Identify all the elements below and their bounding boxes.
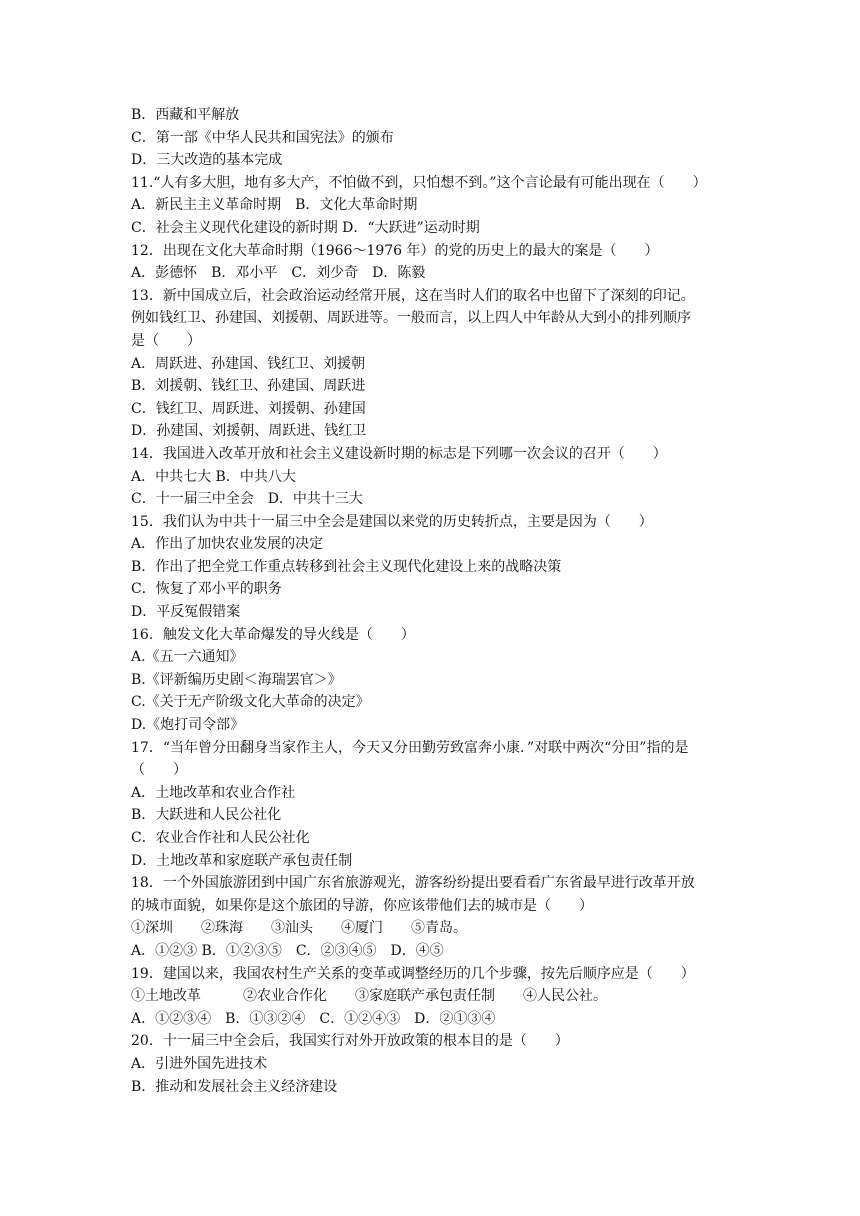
- text-line: A．新民主主义革命时期 B．文化大革命时期: [131, 197, 418, 214]
- text-line: B．作出了把全党工作重点转移到社会主义现代化建设上来的战略决策: [131, 558, 562, 575]
- question-14-stem: 14．我国进入改革开放和社会主义建设新时期的标志是下列哪一次会议的召开（ ）: [131, 445, 667, 462]
- text-line: 例如钱红卫、孙建国、刘援朝、周跃进等。一般而言，以上四人中年龄从大到小的排列顺序: [131, 310, 691, 327]
- question-12-stem: 12．出现在文化大革命时期（1966～1976 年）的党的历史上的最大的案是（ ）: [131, 242, 659, 259]
- text-line: C．第一部《中华人民共和国宪法》的颁布: [131, 129, 394, 146]
- text-line: A．①②③④ B．①③②④ C．①②④③ D．②①③④: [131, 1010, 496, 1027]
- text-line: C．社会主义现代化建设的新时期 D．“大跃进”运动时期: [131, 219, 480, 236]
- text-line: C．十一届三中全会 D．中共十三大: [131, 491, 363, 508]
- question-13-stem: 13．新中国成立后，社会政治运动经常开展，这在当时人们的取名中也留下了深刻的印记。: [131, 287, 695, 304]
- question-17-stem: 17．“当年曾分田翻身当家作主人，今天又分田勤劳致富奔小康．”对联中两次“分田”指的是: [131, 739, 689, 756]
- text-line: B．大跃进和人民公社化: [131, 807, 282, 824]
- question-15-stem: 15．我们认为中共十一届三中全会是建国以来党的历史转折点，主要是因为（ ）: [131, 513, 653, 530]
- text-line: （ ）: [131, 762, 187, 779]
- text-line: B．刘援朝、钱红卫、孙建国、周跃进: [131, 378, 366, 395]
- question-18-stem: 18．一个外国旅游团到中国广东省旅游观光，游客纷纷提出要看看广东省最早进行改革开放: [131, 875, 695, 892]
- question-20-stem: 20．十一届三中全会后，我国实行对外开放政策的根本目的是（ ）: [131, 1033, 569, 1050]
- text-line: A．作出了加快农业发展的决定: [131, 536, 324, 553]
- document-page: [131, 104, 751, 1098]
- question-19-stem: 19．建国以来，我国农村生产关系的变革或调整经历的几个步骤，按先后顺序应是（ ）: [131, 965, 695, 982]
- question-16-stem: 16．触发文化大革命爆发的导火线是（ ）: [131, 626, 415, 643]
- text-line: A．周跃进、孙建国、钱红卫、刘援朝: [131, 355, 366, 372]
- text-line: D．土地改革和家庭联产承包责任制: [131, 852, 353, 869]
- text-line: ①土地改革 ②农业合作化 ③家庭联产承包责任制 ④人民公社。: [131, 988, 607, 1005]
- text-line: C．恢复了邓小平的职务: [131, 581, 282, 598]
- text-line: D．三大改造的基本完成: [131, 152, 283, 169]
- text-line: D．孙建国、刘援朝、周跃进、钱红卫: [131, 423, 367, 440]
- text-line: D．平反冤假错案: [131, 604, 241, 621]
- text-line: C.《关于无产阶级文化大革命的决定》: [131, 694, 370, 711]
- text-line: D.《炮打司令部》: [131, 717, 245, 734]
- text-line: A．引进外国先进技术: [131, 1055, 268, 1072]
- text-line: B．推动和发展社会主义经济建设: [131, 1078, 338, 1095]
- text-line: A.《五一六通知》: [131, 649, 244, 666]
- text-line: ①深圳 ②珠海 ③汕头 ④厦门 ⑤青岛。: [131, 920, 467, 937]
- text-line: C．钱红卫、周跃进、刘援朝、孙建国: [131, 400, 366, 417]
- text-line: 的城市面貌，如果你是这个旅团的导游，你应该带他们去的城市是（ ）: [131, 897, 593, 914]
- text-line: A．土地改革和农业合作社: [131, 784, 296, 801]
- text-line: B．西藏和平解放: [131, 107, 240, 123]
- text-line: A．①②③ B．①②③⑤ C．②③④⑤ D．④⑤: [131, 942, 444, 959]
- text-line: 是（ ）: [131, 332, 201, 349]
- text-line: C．农业合作社和人民公社化: [131, 830, 310, 846]
- text-line: B.《评新编历史剧＜海瑞罢官＞》: [131, 671, 342, 688]
- text-line: A．彭德怀 B．邓小平 C．刘少奇 D．陈毅: [131, 265, 426, 282]
- question-11-stem: 11.“人有多大胆，地有多大产，不怕做不到，只怕想不到。”这个言论最有可能出现在（ ）: [131, 174, 707, 191]
- text-line: A．中共七大 B．中共八大: [131, 468, 296, 485]
